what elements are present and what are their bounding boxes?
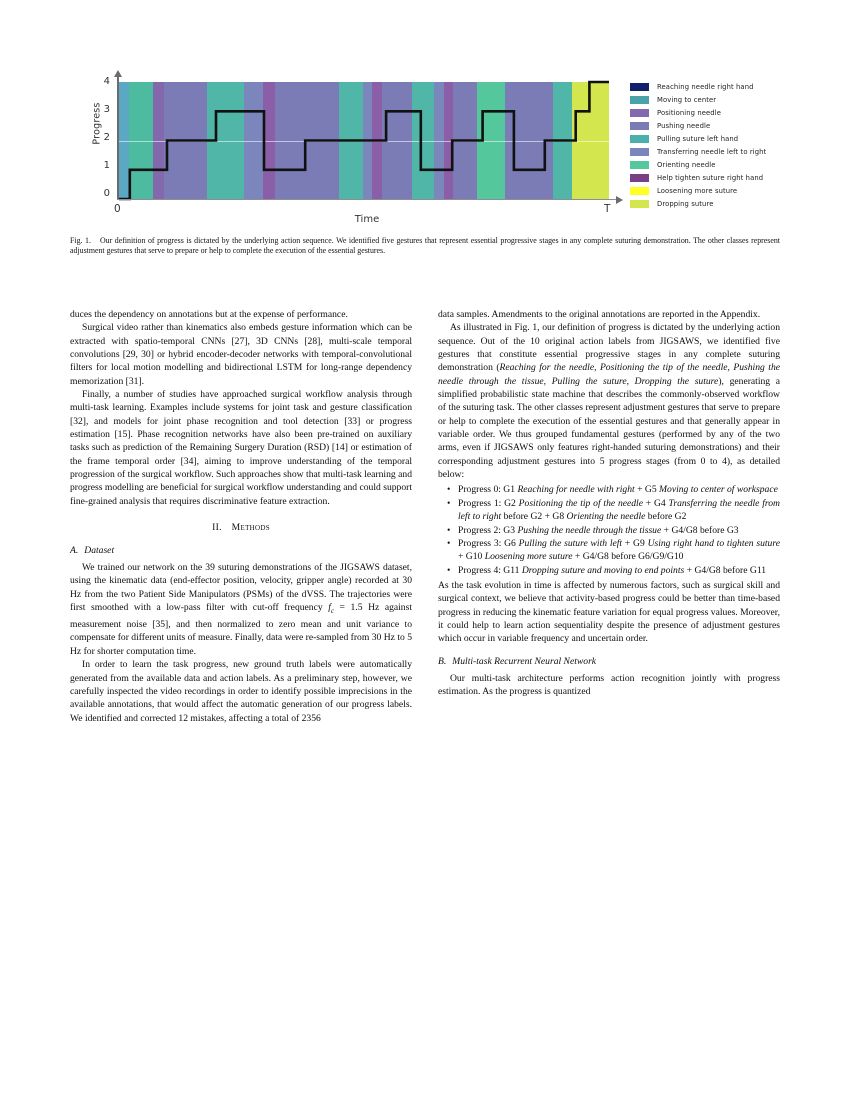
legend-label: Pushing needle [657,121,711,130]
paragraph-continuation: duces the dependency on annotations but at the expense of performance. [70,309,348,320]
essential-gesture-names: Reaching for the needle, Positioning the tip of the needle, Pushing the needle through the tissue, Pulling the suture, Dropping the suture [438,362,780,387]
legend-label: Loosening more suture [657,187,738,196]
legend-label: Reaching needle right hand [657,82,754,91]
progress-stage-list [438,483,780,576]
y-tick-2: 2 [103,132,110,143]
legend-row [630,106,830,119]
progress-def-a: As illustrated in Fig. 1, our definition of progress is dictated by the underlying action sequence. Out of the 10 original action labels from JIGSAWS, we identified five gestures that constitute essential progressive stages in any complete suturing demonstration ( [438,322,780,374]
progress-stage-tail: + G10 [458,551,485,563]
gesture-name: Using right hand to tighten suture [647,537,780,549]
legend-row [630,80,830,93]
subsection-label: A. [70,544,79,556]
legend-color-swatch [630,148,649,156]
progress-stage-item [458,483,780,496]
legend-color-swatch [630,174,649,182]
paragraph-multitask-studies: Finally, a number of studies have approached surgical workflow analysis through multi-task learning. Examples include systems for joint task and gesture classification [32], and models for joint phase recognition and tool detection [33] or progress estimation [15]. Phase recognition networks have also been pre-trained on auxiliary tasks such as prediction of the Remaining Surgery Duration (RSD) [14] or estimation of the frame temporal order [34], aiming to improve understanding of the temporal progression of the surgical workflow. Such approaches show that multi-task learning and progress modelling are beneficial for surgical workflow understanding and could support fine-grained analysis that requires discriminative feature extraction. [70,389,412,507]
legend-label: Pulling suture left hand [657,134,739,143]
gesture-name: Orienting the needle [566,511,646,523]
gesture-name: Moving to center of workspace [659,484,778,496]
legend-color-swatch [630,109,649,117]
legend-row [630,185,830,198]
progress-stage-tail: before G2 + G8 [501,511,567,523]
right-column [438,308,780,699]
progress-stage-mid: + G9 [622,537,648,549]
progress-stage-tail2: + G4/G8 before G6/G9/G10 [572,551,684,563]
legend-row [630,159,830,172]
subsection-heading-dataset [70,544,412,557]
legend-color-swatch [630,187,649,195]
progress-stage-item [458,524,780,537]
paragraph-ground-truth: In order to learn the task progress, new ground truth labels were automatically generated from the available data and action labels. As a preliminary step, however, we carefully inspected the video recordings in order to identify possible imprecisions in the available annotations, that would affect the automatic generation of our progress labels. We identified and corrected 12 mistakes, affecting a total of 2356 [70,659,412,724]
figure-legend [630,80,830,211]
gesture-name: Loosening more suture [484,551,573,563]
subsection-label-b: B. [438,655,447,667]
progress-plot [70,72,611,225]
progress-stage-mid: + G5 [634,484,660,496]
x-tick-end: T [604,203,611,215]
y-tick-0: 0 [103,188,110,199]
legend-label: Transferring needle left to right [657,148,767,157]
legend-label: Orienting needle [657,161,716,170]
progress-stage-lead: Progress 2: G3 [458,524,518,536]
subsection-title-b: Multi-task Recurrent Neural Network [452,655,597,667]
progress-def-b: ), generating a simplified probabilistic state machine that describes the commonly-observed workflow of the suturing task. The other classes represent adjustment gestures that serve to prepare or help to complete the execution of the essential gestures and that generally appear in variable order. We thus grouped fundamental gestures (performed by any of the two arms, even if JIGSAWS only features right-handed suturing demonstrations) and their corresponding adjustment gestures into 5 progress stages (from 0 to 4), as detailed below: [438,375,780,481]
y-tick-1: 1 [103,160,110,171]
y-tick-4: 4 [103,76,110,87]
gesture-name: Pulling the suture with left [518,537,623,549]
progress-stage-item [458,537,780,564]
x-axis-arrow-icon [616,196,623,204]
paragraph-task-evolution: As the task evolution in time is affected by numerous factors, such as surgical skill and surgical context, we believe that activity-based progress could be better than time-based progress in reducing the kinematic feature variation for equal progress values. Moreover, it could help to learn action sequentiality despite the presence of adjustment gestures which occur in variable frequency and uncertain order. [438,579,780,645]
paragraph-data-samples: data samples. Amendments to the original annotations are reported in the Appendix. [438,309,761,320]
legend-label: Help tighten suture right hand [657,174,764,183]
left-column [70,308,412,725]
paragraph-architecture: Our multi-task architecture performs action recognition jointly with progress estimation. As the progress is quantized [438,672,780,698]
legend-label: Positioning needle [657,108,721,117]
x-axis-line [117,199,617,201]
legend-color-swatch [630,135,649,143]
gesture-name: Positioning the tip of the needle [518,497,643,509]
section-heading-methods: II. Methods [212,522,270,534]
dataset-text-a: We trained our network on the 39 suturing demonstrations of the JIGSAWS dataset, using the kinematic data (end-effector position, velocity, gripper angle) recorded at 30 Hz from the two Patient Side Manipulators (PSMs) of the dVSS. The trajectories were first smoothed with a low-pass filter with cut-off frequency [70,561,412,613]
progress-stage-mid: + G4/G8 before G11 [684,564,767,576]
progress-stage-tail2: before G2 [645,511,687,523]
legend-label: Moving to center [657,95,717,104]
x-axis-label: Time [354,214,380,225]
progress-stage-mid: + G4/G8 before G3 [661,524,739,536]
y-axis-arrow-icon [114,70,122,77]
subsection-title: Dataset [84,544,115,556]
y-axis-ticks [92,76,110,199]
progress-stage-lead: Progress 3: G6 [458,537,519,549]
legend-row [630,145,830,158]
gesture-name: Transferring the needle from left to right [458,497,780,523]
legend-color-swatch [630,122,649,130]
legend-row [630,93,830,106]
progress-stage-lead: Progress 1: G2 [458,497,519,509]
progress-stage-mid: + G4 [642,497,669,509]
figure-caption-text: Our definition of progress is dictated by the underlying action sequence. We identified five gestures that represent essential progressive stages in any complete suturing demonstration. The other classes represent adjustment gestures that serve to prepare or help to complete the execution of the essential gestures. [70,236,780,256]
paragraph-dataset [70,561,412,658]
paragraph-surgical-video: Surgical video rather than kinematics also embeds gesture information which can be extracted with spatio-temporal CNNs [27], 3D CNNs [28], multi-scale temporal convolutions [29, 30] or hybrid encoder-decoder networks with temporal-convolutional filters for local motion modelling and bidirectional LSTM for long-range dependency memorization [31]. [70,322,412,387]
progress-stage-item [458,564,780,577]
paragraph-progress-definition [438,321,780,481]
legend-color-swatch [630,83,649,91]
figure-caption [70,236,780,257]
gesture-name: Reaching for needle with right [517,484,635,496]
figure-caption-label: Fig. 1. [70,236,91,245]
gesture-name: Dropping suture and moving to end points [521,564,685,576]
legend-color-swatch [630,200,649,208]
y-axis-label: Progress [91,102,103,145]
legend-row [630,172,830,185]
legend-row [630,132,830,145]
gesture-name: Pushing the needle through the tissue [517,524,662,536]
legend-row [630,198,830,211]
progress-stage-lead: Progress 0: G1 [458,484,518,496]
dataset-text-b: = 1.5 Hz against measurement noise [35], and then normalized to zero mean and unit variance to compensate for different units of measure. Finally, data were re-sampled from 30 Hz to 5 Hz for shorter computation time. [70,601,413,657]
y-tick-3: 3 [103,104,110,115]
subsection-heading-multitask-rnn [438,655,780,668]
legend-label: Dropping suture [657,200,714,209]
progress-step-line [117,80,611,201]
progress-stage-item [458,497,780,524]
progress-stage-lead: Progress 4: G11 [458,564,522,576]
legend-row [630,119,830,132]
cutoff-frequency-symbol: $f_c$ [328,601,334,615]
x-tick-start: 0 [114,203,121,215]
legend-color-swatch [630,96,649,104]
legend-color-swatch [630,161,649,169]
figure-1 [70,72,780,232]
